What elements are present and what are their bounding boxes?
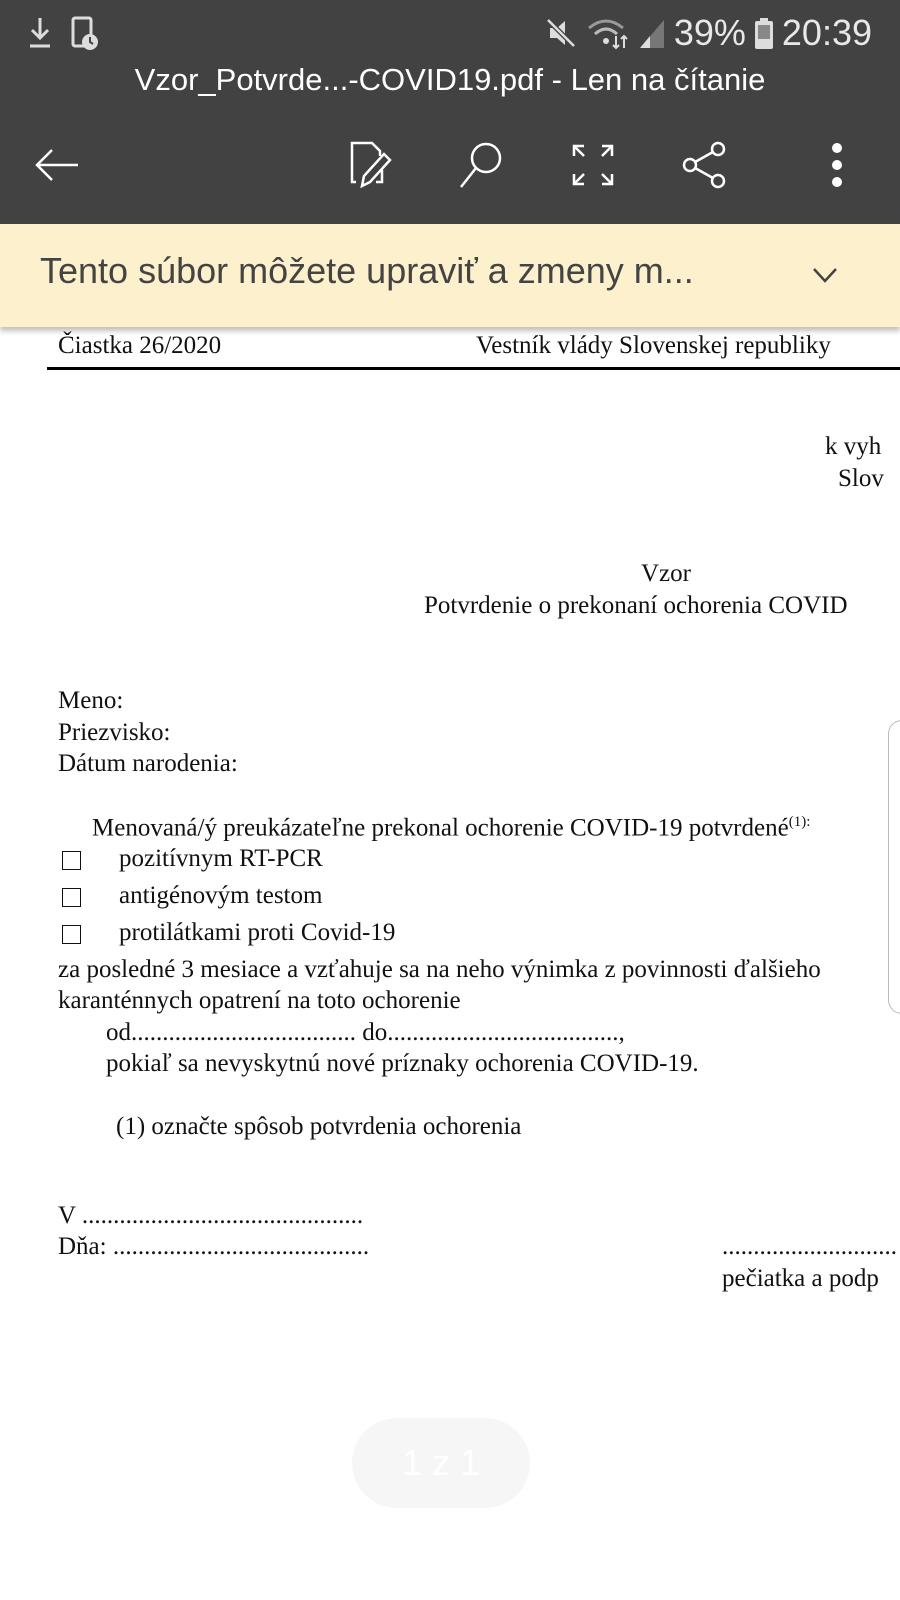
- corner-text-line1: k vyh: [825, 433, 882, 460]
- checkbox-icon: [62, 925, 81, 944]
- document-title: Vzor_Potvrde...-COVID19.pdf - Len na čítanie: [134, 62, 766, 97]
- wifi-icon: [586, 16, 630, 50]
- battery-icon: [754, 16, 774, 50]
- footnote: (1) označte spôsob potvrdenia ochorenia: [116, 1113, 522, 1140]
- option-label: protilátkami proti Covid-19: [119, 919, 396, 946]
- fullscreen-icon[interactable]: [568, 140, 618, 190]
- chevron-down-icon[interactable]: [810, 260, 840, 290]
- symptoms-note: pokiaľ sa nevyskytnú nové príznaky ochorenia COVID-19.: [106, 1050, 699, 1077]
- paragraph-line2: karanténnych opatrení na toto ochorenie: [58, 987, 461, 1014]
- header-right: Vestník vlády Slovenskej republiky: [476, 332, 831, 359]
- page-indicator: 1 z 1: [352, 1418, 530, 1508]
- phone-clock-icon: [73, 18, 98, 50]
- signature-dots: ............................: [722, 1233, 897, 1260]
- field-dob-label: Dátum narodenia:: [58, 750, 238, 777]
- place-line: V .............................................: [58, 1202, 364, 1229]
- option-antibodies: [62, 919, 395, 947]
- checkbox-icon: [62, 888, 81, 907]
- checkbox-icon: [62, 851, 81, 870]
- status-right: [544, 12, 872, 54]
- clock: 20:39: [781, 12, 872, 53]
- heading-vzor: Vzor: [641, 560, 691, 587]
- search-icon[interactable]: [456, 140, 506, 190]
- heading-title: Potvrdenie o prekonaní ochorenia COVID: [424, 592, 848, 619]
- status-bar: [0, 8, 900, 58]
- battery-percent: 39%: [673, 12, 746, 53]
- scroll-handle[interactable]: [888, 720, 900, 1014]
- statement: [92, 814, 810, 842]
- pdf-page: [0, 327, 900, 1600]
- header-rule: [47, 367, 900, 370]
- download-icon: [30, 18, 50, 46]
- option-label: pozitívnym RT-PCR: [119, 845, 323, 872]
- statement-footnote-ref: (1):: [788, 814, 811, 830]
- corner-text-line2: Slov: [838, 465, 884, 492]
- statement-text: Menovaná/ý preukázateľne prekonal ochorenie COVID-19 potvrdené: [92, 814, 789, 842]
- field-surname-label: Priezvisko:: [58, 719, 171, 746]
- paragraph-line1: za posledné 3 mesiace a vzťahuje sa na neho výnimka z povinnosti ďalšieho: [58, 956, 821, 983]
- share-icon[interactable]: [680, 140, 730, 190]
- option-antigen: [62, 882, 322, 910]
- edit-document-icon[interactable]: [346, 140, 396, 190]
- option-label: antigénovým testom: [119, 882, 323, 909]
- signature-label: pečiatka a podp: [722, 1265, 879, 1292]
- option-rt-pcr: [62, 845, 323, 873]
- edit-notice-banner[interactable]: [0, 224, 900, 327]
- date-range: od.................................... do.....................................,: [106, 1019, 625, 1046]
- status-left-icons: [26, 14, 116, 59]
- banner-text: Tento súbor môžete upraviť a zmeny m...: [40, 250, 694, 291]
- header-left: Čiastka 26/2020: [58, 332, 222, 359]
- date-line: Dňa: .........................................: [58, 1233, 370, 1260]
- app-top-bar: [0, 0, 900, 224]
- mute-icon: [544, 16, 578, 50]
- more-options-icon[interactable]: [812, 140, 862, 190]
- toolbar: [0, 130, 900, 200]
- field-name-label: Meno:: [58, 687, 124, 714]
- back-arrow-icon[interactable]: [32, 140, 82, 190]
- signal-icon: [638, 16, 666, 50]
